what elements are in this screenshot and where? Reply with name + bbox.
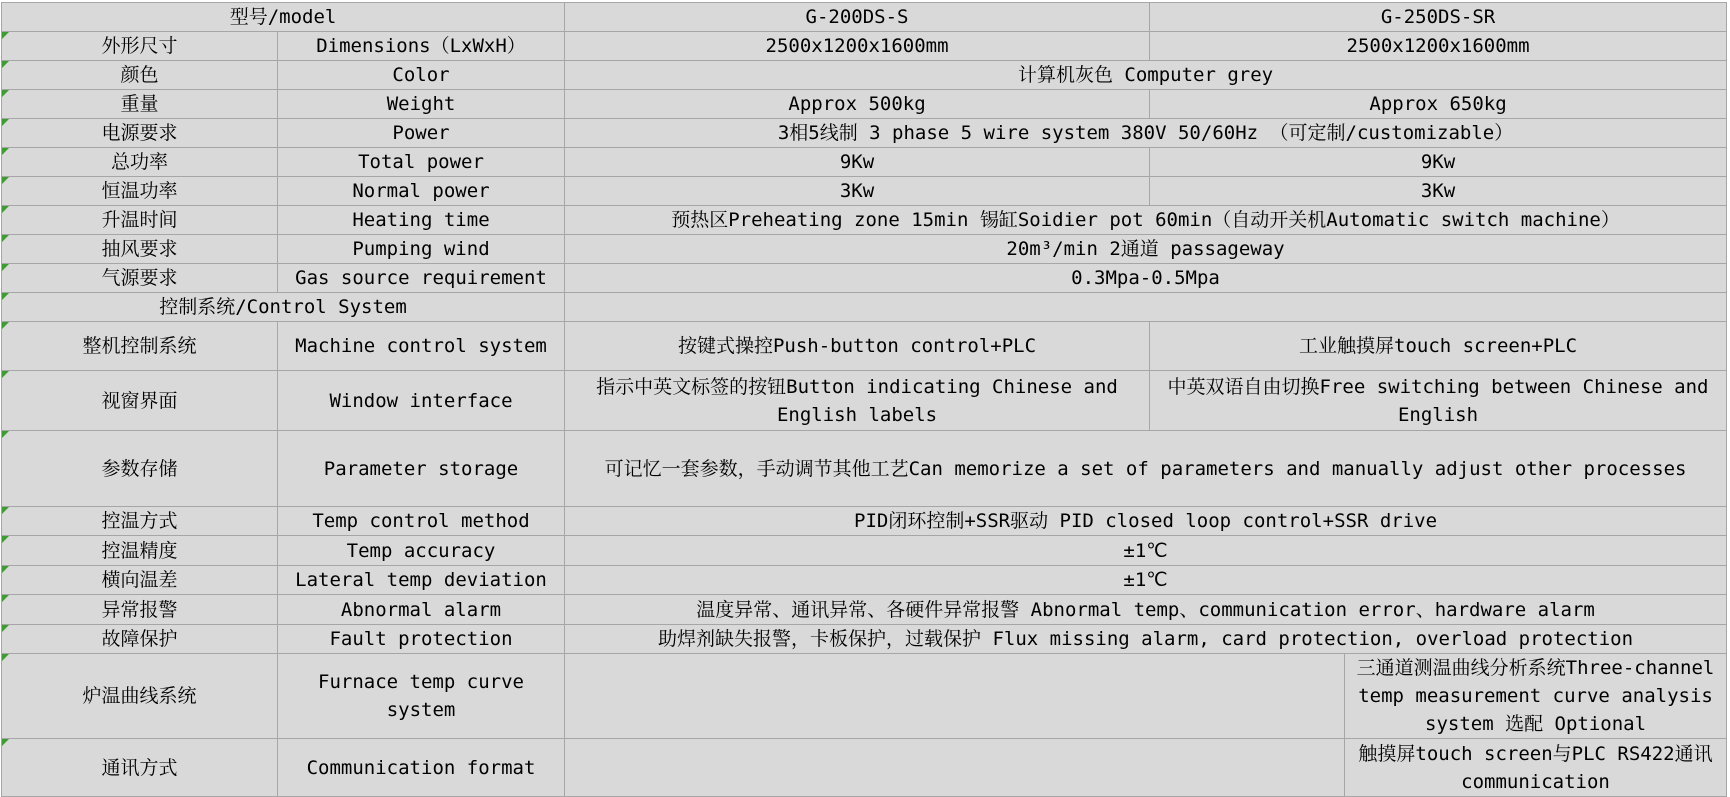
table-row <box>2 536 1727 566</box>
cell-text: 按键式操控Push-button control+PLC <box>677 335 1037 357</box>
table-cell[interactable] <box>2 119 278 148</box>
table-cell[interactable] <box>565 148 1150 177</box>
cell-text: 控温精度 <box>101 539 178 562</box>
table-row <box>2 264 1727 293</box>
table-cell[interactable] <box>278 322 565 371</box>
cell-error-triangle-icon <box>2 235 9 242</box>
table-cell[interactable] <box>565 322 1150 371</box>
cell-error-triangle-icon <box>2 625 9 632</box>
table-cell[interactable] <box>565 206 1727 235</box>
table-row <box>2 235 1727 264</box>
table-row <box>2 119 1727 148</box>
cell-text: Parameter storage <box>323 457 519 480</box>
cell-text: 抽风要求 <box>101 238 178 260</box>
cell-text: Pumping wind <box>352 238 490 260</box>
cell-text: ±1℃ <box>1123 569 1168 591</box>
table-cell[interactable] <box>2 61 278 90</box>
cell-text: Lateral temp deviation <box>295 569 547 591</box>
table-cell[interactable] <box>2 177 278 206</box>
table-cell[interactable] <box>278 371 565 431</box>
table-row <box>2 566 1727 595</box>
cell-text: 中英双语自由切换Free switching between Chinese and English <box>1167 375 1709 426</box>
cell-text: Approx 650kg <box>1369 93 1507 115</box>
table-cell[interactable] <box>278 206 565 235</box>
table-cell[interactable] <box>278 32 565 61</box>
table-cell[interactable] <box>278 536 565 566</box>
table-cell[interactable] <box>565 371 1150 431</box>
cell-error-triangle-icon <box>2 431 9 438</box>
cell-text: 电源要求 <box>101 122 178 144</box>
table-cell[interactable] <box>278 235 565 264</box>
table-row <box>2 431 1727 507</box>
cell-text: 控温方式 <box>101 510 178 532</box>
cell-text: 工业触摸屏touch screen+PLC <box>1299 335 1578 357</box>
table-cell[interactable] <box>2 654 278 739</box>
table-row <box>2 177 1727 206</box>
table-row <box>2 90 1727 119</box>
cell-text: Heating time <box>352 209 490 231</box>
cell-text: 参数存储 <box>101 457 178 480</box>
table-cell[interactable] <box>1150 148 1727 177</box>
cell-text: 9Kw <box>839 151 875 173</box>
cell-error-triangle-icon <box>2 206 9 213</box>
table-cell[interactable] <box>2 507 278 536</box>
cell-text: 计算机灰色 Computer grey <box>1017 64 1274 86</box>
cell-text: 预热区Preheating zone 15min 锡缸Soidier pot 60min（自动开关机Automatic switch machine） <box>671 209 1620 231</box>
cell-text: 气源要求 <box>101 267 178 289</box>
cell-text: 三通道测温曲线分析系统Three-channel temp measurement curve analysis system 选配 Optional <box>1356 657 1715 735</box>
table-row <box>2 148 1727 177</box>
table-row <box>2 654 1727 739</box>
table-cell[interactable] <box>565 61 1727 90</box>
cell-text: 恒温功率 <box>101 180 178 202</box>
table-row <box>2 61 1727 90</box>
cell-error-triangle-icon <box>2 536 9 543</box>
cell-text: 2500x1200x1600mm <box>1346 35 1530 57</box>
table-cell[interactable] <box>278 625 565 654</box>
cell-error-triangle-icon <box>2 371 9 378</box>
table-cell[interactable] <box>278 177 565 206</box>
cell-text: Temp accuracy <box>346 539 496 562</box>
table-cell[interactable] <box>2 32 278 61</box>
cell-error-triangle-icon <box>2 739 9 746</box>
cell-text: 横向温差 <box>101 569 178 591</box>
cell-error-triangle-icon <box>2 654 9 661</box>
table-cell[interactable] <box>2 566 278 595</box>
table-cell[interactable] <box>278 264 565 293</box>
cell-error-triangle-icon <box>2 90 9 97</box>
cell-error-triangle-icon <box>2 322 9 329</box>
table-cell[interactable] <box>278 595 565 625</box>
table-cell[interactable] <box>2 625 278 654</box>
cell-text: ±1℃ <box>1123 539 1168 562</box>
table-cell[interactable] <box>2 431 278 507</box>
cell-text: 2500x1200x1600mm <box>765 35 949 57</box>
table-cell[interactable] <box>2 293 565 322</box>
cell-text: Dimensions（LxWxH） <box>316 35 526 57</box>
cell-error-triangle-icon <box>2 119 9 126</box>
cell-text: Fault protection <box>329 628 513 650</box>
table-row <box>2 739 1727 797</box>
table-row <box>2 595 1727 625</box>
cell-text: 3Kw <box>1420 180 1456 202</box>
cell-text: 炉温曲线系统 <box>82 685 197 707</box>
table-cell[interactable] <box>1150 177 1727 206</box>
cell-text: 可记忆一套参数，手动调节其他工艺Can memorize a set of parameters and manually adjust other processes <box>604 457 1687 480</box>
cell-error-triangle-icon <box>2 595 9 602</box>
table-cell[interactable] <box>278 90 565 119</box>
table-cell[interactable] <box>2 536 278 566</box>
table-row <box>2 3 1727 32</box>
cell-text: 型号/model <box>229 6 337 28</box>
table-cell[interactable] <box>1345 739 1727 797</box>
cell-text: 升温时间 <box>101 209 178 231</box>
table-cell[interactable] <box>565 177 1150 206</box>
table-cell[interactable] <box>565 3 1150 32</box>
table-cell[interactable] <box>1150 90 1727 119</box>
table-cell[interactable] <box>1150 32 1727 61</box>
cell-error-triangle-icon <box>2 61 9 68</box>
table-cell[interactable] <box>2 206 278 235</box>
cell-text: 3相5线制 3 phase 5 wire system 380V 50/60Hz （可定制/customizable） <box>777 122 1514 144</box>
table-cell[interactable] <box>565 235 1727 264</box>
table-cell[interactable] <box>2 3 565 32</box>
table-cell[interactable] <box>2 235 278 264</box>
table-cell[interactable] <box>565 739 1345 797</box>
cell-text: Normal power <box>352 180 490 202</box>
table-cell[interactable] <box>2 264 278 293</box>
table-cell[interactable] <box>565 431 1727 507</box>
cell-text: Machine control system <box>295 335 547 357</box>
table-cell[interactable] <box>565 32 1150 61</box>
table-cell[interactable] <box>278 654 565 739</box>
cell-text: 外形尺寸 <box>101 35 178 57</box>
table-cell[interactable] <box>565 566 1727 595</box>
table-cell[interactable] <box>2 322 278 371</box>
table-cell[interactable] <box>1150 322 1727 371</box>
table-cell[interactable] <box>278 566 565 595</box>
table-cell[interactable] <box>565 507 1727 536</box>
cell-text: 20m³/min 2通道 passageway <box>1006 238 1285 260</box>
cell-error-triangle-icon <box>2 148 9 155</box>
table-cell[interactable] <box>565 536 1727 566</box>
cell-text: G-200DS-S <box>805 6 909 28</box>
cell-text: 颜色 <box>120 64 159 86</box>
cell-text: Furnace temp curve system <box>318 671 524 721</box>
table-cell[interactable] <box>565 595 1727 625</box>
cell-text: 3Kw <box>839 180 875 202</box>
cell-text: Power <box>392 122 450 144</box>
table-row <box>2 293 1727 322</box>
cell-text: 通讯方式 <box>101 756 178 779</box>
cell-error-triangle-icon <box>2 507 9 514</box>
table-cell[interactable] <box>278 739 565 797</box>
cell-text: Approx 500kg <box>788 93 926 115</box>
table-cell[interactable] <box>278 61 565 90</box>
table-cell[interactable] <box>2 739 278 797</box>
cell-text: Communication format <box>306 756 536 779</box>
table-row <box>2 32 1727 61</box>
cell-error-triangle-icon <box>2 177 9 184</box>
cell-text: Color <box>392 64 450 86</box>
table-row <box>2 507 1727 536</box>
cell-text: 9Kw <box>1420 151 1456 173</box>
spreadsheet-region <box>1 2 1727 797</box>
table-row <box>2 206 1727 235</box>
table-cell[interactable] <box>565 625 1727 654</box>
table-cell[interactable] <box>565 264 1727 293</box>
cell-text: 指示中英文标签的按钮Button indicating Chinese and English labels <box>596 375 1118 426</box>
cell-text: 总功率 <box>110 151 168 173</box>
table-cell[interactable] <box>278 148 565 177</box>
table-cell[interactable] <box>565 90 1150 119</box>
cell-error-triangle-icon <box>2 566 9 573</box>
cell-text: 重量 <box>120 93 159 115</box>
table-cell[interactable] <box>2 595 278 625</box>
cell-text: Window interface <box>329 389 513 412</box>
table-cell[interactable] <box>278 119 565 148</box>
cell-text: Weight <box>386 93 456 115</box>
table-cell[interactable] <box>278 507 565 536</box>
cell-text: Temp control method <box>312 510 530 532</box>
cell-text: 控制系统/Control System <box>159 296 407 318</box>
table-row <box>2 371 1727 431</box>
cell-text: PID闭环控制+SSR驱动 PID closed loop control+SSR drive <box>854 510 1438 532</box>
spec-table <box>1 2 1727 797</box>
cell-text: 0.3Mpa-0.5Mpa <box>1071 267 1220 289</box>
table-cell[interactable] <box>565 654 1345 739</box>
table-cell[interactable] <box>1345 654 1727 739</box>
table-cell[interactable] <box>1150 3 1727 32</box>
table-cell[interactable] <box>278 431 565 507</box>
spec-table-body <box>2 3 1727 797</box>
cell-text: 助焊剂缺失报警，卡板保护，过载保护 Flux missing alarm, card protection, overload protection <box>658 628 1634 650</box>
table-cell[interactable] <box>1150 371 1727 431</box>
cell-text: Gas source requirement <box>295 267 547 289</box>
cell-text: 故障保护 <box>101 628 178 650</box>
table-cell[interactable] <box>2 371 278 431</box>
cell-text: 触摸屏touch screen与PLC RS422通讯 communication <box>1358 742 1713 793</box>
cell-text: 异常报警 <box>101 598 178 621</box>
cell-error-triangle-icon <box>2 293 9 300</box>
cell-text: G-250DS-SR <box>1380 6 1496 28</box>
cell-text: Abnormal alarm <box>340 598 502 621</box>
cell-text: 温度异常、通讯异常、各硬件异常报警 Abnormal temp、communication error、hardware alarm <box>696 598 1595 621</box>
cell-text: 整机控制系统 <box>82 335 197 357</box>
table-cell[interactable] <box>2 148 278 177</box>
table-cell[interactable] <box>2 90 278 119</box>
cell-error-triangle-icon <box>2 264 9 271</box>
cell-text: Total power <box>358 151 484 173</box>
cell-error-triangle-icon <box>2 32 9 39</box>
table-row <box>2 322 1727 371</box>
table-cell[interactable] <box>565 119 1727 148</box>
table-cell[interactable] <box>565 293 1727 322</box>
table-row <box>2 625 1727 654</box>
cell-text: 视窗界面 <box>101 389 178 412</box>
